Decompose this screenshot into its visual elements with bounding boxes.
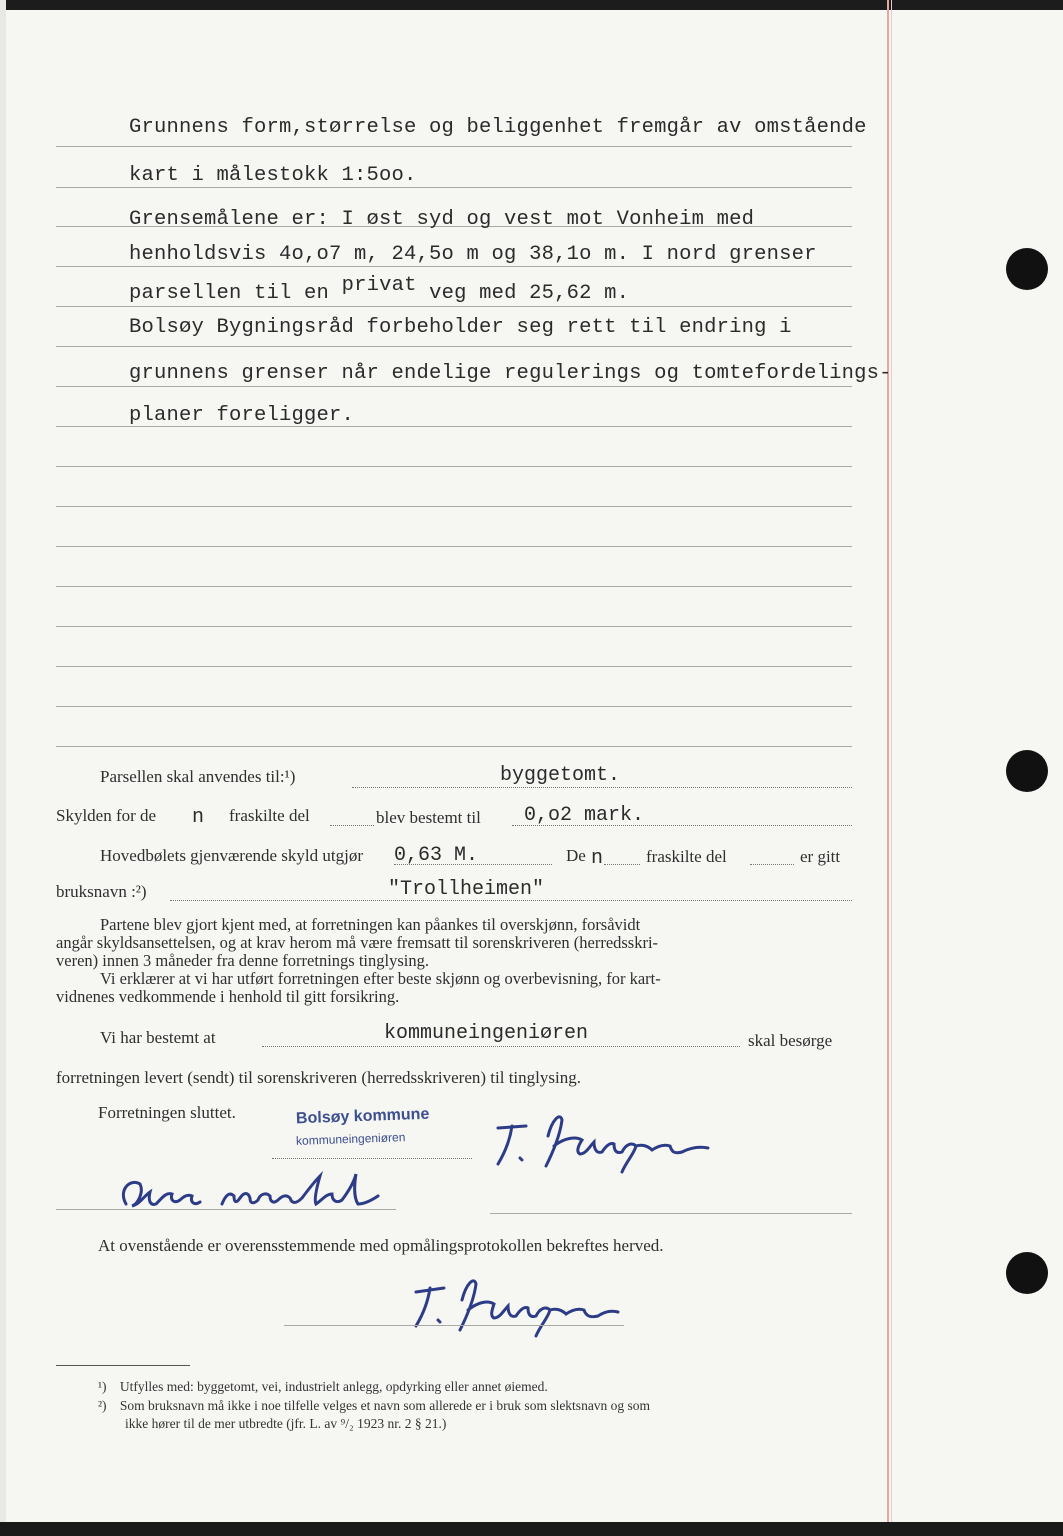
name-label: bruksnavn :²) xyxy=(56,882,147,901)
footnote-2-continued: ikke hører til de mer utbredte (jfr. L. av ⁹/₂ 1923 nr. 2 § 21.) xyxy=(125,1416,447,1431)
typed-line-8: planer foreligger. xyxy=(129,404,355,427)
margin-line-shadow xyxy=(891,0,892,1536)
footnote-1 xyxy=(98,1378,548,1396)
scan-top-edge xyxy=(0,0,1063,10)
assign-dotted-line xyxy=(262,1046,740,1047)
den-suffix: er gitt xyxy=(800,847,841,866)
ruled-line xyxy=(56,466,852,467)
ruled-line xyxy=(56,266,852,267)
footnote-1-mark: ¹) xyxy=(98,1379,107,1394)
certification-signature-line xyxy=(284,1325,624,1326)
den-dotted-line xyxy=(604,864,640,865)
footnote-2-text: Som bruksnavn må ikke i noe tilfelle velges et navn som allerede er i bruk som slektsnavn og som xyxy=(119,1398,651,1413)
assign-value: kommuneingeniøren xyxy=(384,1022,589,1045)
rest-dotted-line xyxy=(394,864,552,865)
assign-suffix: skal besørge xyxy=(748,1031,833,1050)
use-label: Parsellen skal anvendes til:¹) xyxy=(100,767,296,786)
paragraph-appeal-line-3: veren) innen 3 måneder fra denne forretnings tinglysing. xyxy=(56,951,429,970)
rest-label: Hovedbølets gjenværende skyld utgjør xyxy=(100,846,363,865)
ruled-line xyxy=(56,626,852,627)
punch-hole-bottom xyxy=(1006,1252,1048,1294)
signature-arne-mordal xyxy=(110,1170,390,1220)
typed-line-5-end: veg med 25,62 m. xyxy=(429,282,630,305)
scan-left-edge xyxy=(0,0,6,1536)
skyld-gender: n xyxy=(192,806,205,829)
signature-line-left xyxy=(56,1209,396,1210)
punch-hole-top xyxy=(1006,248,1048,290)
ruled-line xyxy=(56,306,852,307)
typed-line-6: Bolsøy Bygningsråd forbeholder seg rett til endring i xyxy=(129,316,792,339)
signature-hungnes-1 xyxy=(486,1106,726,1178)
delivery-text: forretningen levert (sendt) til sorenskriveren (herredsskriveren) til tinglysing. xyxy=(56,1068,581,1087)
skyld-label-b: fraskilte del xyxy=(229,806,310,825)
margin-line xyxy=(887,0,889,1536)
typed-line-1: Grunnens form,størrelse og beliggenhet fremgår av omstående xyxy=(129,116,867,139)
use-dotted-line xyxy=(352,787,852,788)
stamp-line-2: kommuneingeniøren xyxy=(295,1130,406,1148)
footnote-2-mark: ²) xyxy=(98,1398,107,1413)
typed-line-5 xyxy=(129,274,630,305)
den-label: fraskilte del xyxy=(646,847,727,866)
stamp-line-1: Bolsøy kommune xyxy=(295,1105,430,1128)
name-value: "Trollheimen" xyxy=(388,878,545,901)
ruled-line xyxy=(56,346,852,347)
use-value: byggetomt. xyxy=(500,764,621,787)
signature-hungnes-2 xyxy=(406,1272,626,1344)
paragraph-appeal-line-1: Partene blev gjort kjent med, at forretningen kan påankes til overskjønn, forsåvidt xyxy=(100,915,641,934)
scan-bottom-edge xyxy=(0,1522,1063,1536)
paragraph-appeal-line-2: angår skyldsansettelsen, og at krav herom må være fremsatt til sorenskriveren (herredsskri- xyxy=(56,933,659,952)
typed-line-2: kart i målestokk 1:5oo. xyxy=(129,164,417,187)
skyld-value: 0,o2 mark. xyxy=(524,804,645,827)
den-prefix: De xyxy=(566,846,586,865)
ruled-line xyxy=(56,706,852,707)
typed-insertion: privat xyxy=(341,274,417,297)
den-gender: n xyxy=(591,847,604,870)
paragraph-declaration-line-1: Vi erklærer at vi har utført forretningen efter beste skjønn og overbevisning, for kart- xyxy=(100,969,661,988)
ruled-line xyxy=(56,146,852,147)
certification-text: At ovenstående er overensstemmende med opmålingsprotokollen bekreftes herved. xyxy=(98,1236,664,1255)
footnote-1-text: Utfylles med: byggetomt, vei, industrielt anlegg, opdyrking eller annet øiemed. xyxy=(119,1379,548,1394)
footnote-rule xyxy=(56,1365,190,1366)
ruled-line xyxy=(56,666,852,667)
ruled-line xyxy=(56,746,852,747)
paragraph-appeal xyxy=(56,916,856,1006)
skyld-label-c: blev bestemt til xyxy=(376,808,481,827)
footnote-2 xyxy=(98,1397,650,1415)
rest-value: 0,63 M. xyxy=(394,844,479,867)
den-dotted-line-2 xyxy=(750,864,794,865)
punch-hole-middle xyxy=(1006,750,1048,792)
typed-line-4: henholdsvis 4o,o7 m, 24,5o m og 38,1o m. I nord grenser xyxy=(129,243,817,266)
assign-label: Vi har bestemt at xyxy=(100,1028,216,1047)
typed-line-7: grunnens grenser når endelige regulerings og tomtefordelings- xyxy=(129,362,892,385)
skyld-label: Skylden for de xyxy=(56,806,157,825)
ruled-line xyxy=(56,586,852,587)
paragraph-declaration-line-2: vidnenes vedkommende i henhold til gitt forsikring. xyxy=(56,987,400,1006)
typed-line-3: Grensemålene er: I øst syd og vest mot Vonheim med xyxy=(129,208,755,231)
ruled-line xyxy=(56,386,852,387)
ruled-line xyxy=(56,546,852,547)
ruled-line xyxy=(56,187,852,188)
closed-label: Forretningen sluttet. xyxy=(98,1103,236,1122)
signature-line-right xyxy=(490,1213,852,1214)
typed-line-5-start: parsellen til en xyxy=(129,282,330,305)
stamp-dotted-line xyxy=(272,1158,472,1159)
skyld-dotted-line xyxy=(330,825,374,826)
ruled-line xyxy=(56,506,852,507)
